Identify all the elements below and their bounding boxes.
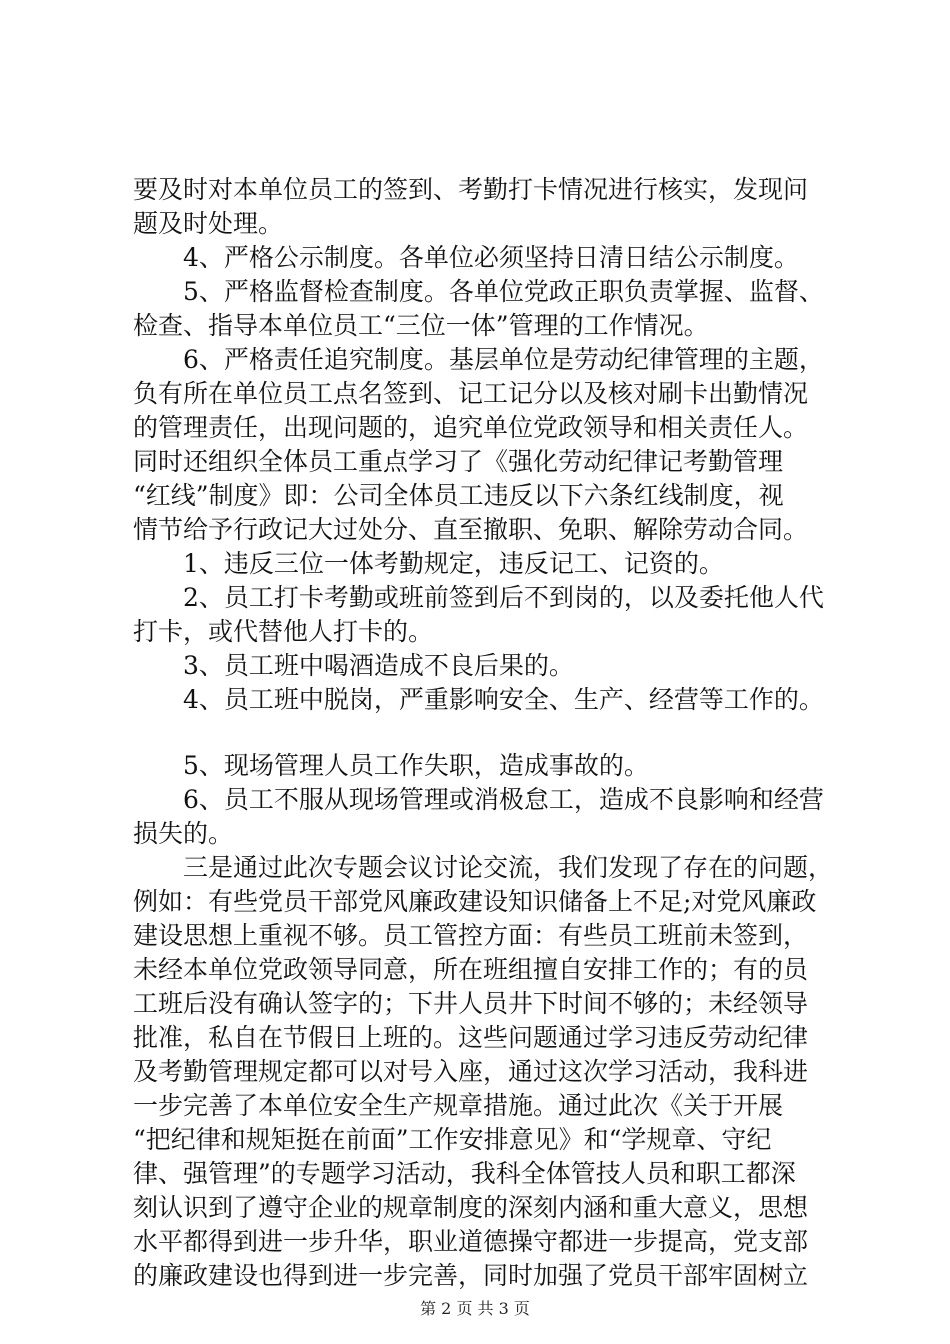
text-line: 打卡，或代替他人打卡的。 [133, 617, 434, 646]
text-line: 4、员工班中脱岗，严重影响安全、生产、经营等工作的。 [133, 685, 824, 714]
text-line: 要及时对本单位员工的签到、考勤打卡情况进行核实，发现问 [133, 175, 809, 204]
text-line: 例如：有些党员干部党风廉政建设知识储备上不足;对党风廉政 [133, 887, 817, 916]
text-line: 5、现场管理人员工作失职，造成事故的。 [133, 751, 649, 780]
text-line: 1、违反三位一体考勤规定，违反记工、记资的。 [133, 549, 724, 578]
text-line: 情节给予行政记大过处分、直至撤职、免职、解除劳动合同。 [133, 515, 809, 544]
text-line: 及考勤管理规定都可以对号入座，通过这次学习活动，我科进 [133, 1057, 809, 1086]
page-footer [0, 1298, 950, 1320]
text-line: 负有所在单位员工点名签到、记工记分以及核对刷卡出勤情况 [133, 379, 809, 408]
text-line: 损失的。 [133, 819, 234, 848]
text-line: 的管理责任，出现问题的，追究单位党政领导和相关责任人。 [133, 413, 809, 442]
text-line: 6、员工不服从现场管理或消极怠工，造成不良影响和经营 [133, 785, 824, 814]
text-line: 同时还组织全体员工重点学习了《强化劳动纪律记考勤管理 [133, 447, 784, 476]
text-line: 4、严格公示制度。各单位必须坚持日清日结公示制度。 [133, 243, 799, 272]
text-line: 2、员工打卡考勤或班前签到后不到岗的，以及委托他人代 [133, 583, 824, 612]
document-body [133, 173, 833, 1293]
text-line: 批准，私自在节假日上班的。这些问题通过学习违反劳动纪律 [133, 1023, 809, 1052]
text-line: 工班后没有确认签字的；下井人员井下时间不够的；未经领导 [133, 989, 809, 1018]
text-line: 题及时处理。 [133, 209, 284, 238]
text-line: 的廉政建设也得到进一步完善，同时加强了党员干部牢固树立 [133, 1261, 809, 1290]
text-line: 5、严格监督检查制度。各单位党政正职负责掌握、监督、 [133, 277, 824, 306]
text-line: 一步完善了本单位安全生产规章措施。通过此次《关于开展 [133, 1091, 784, 1120]
text-line: 律、强管理”的专题学习活动，我科全体管技人员和职工都深 [133, 1159, 796, 1188]
text-line: 水平都得到进一步升华，职业道德操守都进一步提高，党支部 [133, 1227, 809, 1256]
text-line: “红线”制度》即：公司全体员工违反以下六条红线制度，视 [133, 481, 784, 510]
text-line: 3、员工班中喝酒造成不良后果的。 [133, 651, 574, 680]
text-line: 未经本单位党政领导同意，所在班组擅自安排工作的；有的员 [133, 955, 809, 984]
text-line: 6、严格责任追究制度。基层单位是劳动纪律管理的主题， [133, 345, 824, 374]
text-line: 刻认识到了遵守企业的规章制度的深刻内涵和重大意义，思想 [133, 1193, 809, 1222]
page-number-label: 第 2 页 共 3 页 [420, 1299, 530, 1318]
text-line: 检查、指导本单位员工“三位一体”管理的工作情况。 [133, 311, 709, 340]
text-line: 三是通过此次专题会议讨论交流，我们发现了存在的问题， [133, 853, 834, 882]
text-line: 建设思想上重视不够。员工管控方面：有些员工班前未签到， [133, 921, 809, 950]
text-line: “把纪律和规矩挺在前面”工作安排意见》和“学规章、守纪 [133, 1125, 772, 1154]
blank-line [133, 717, 833, 749]
